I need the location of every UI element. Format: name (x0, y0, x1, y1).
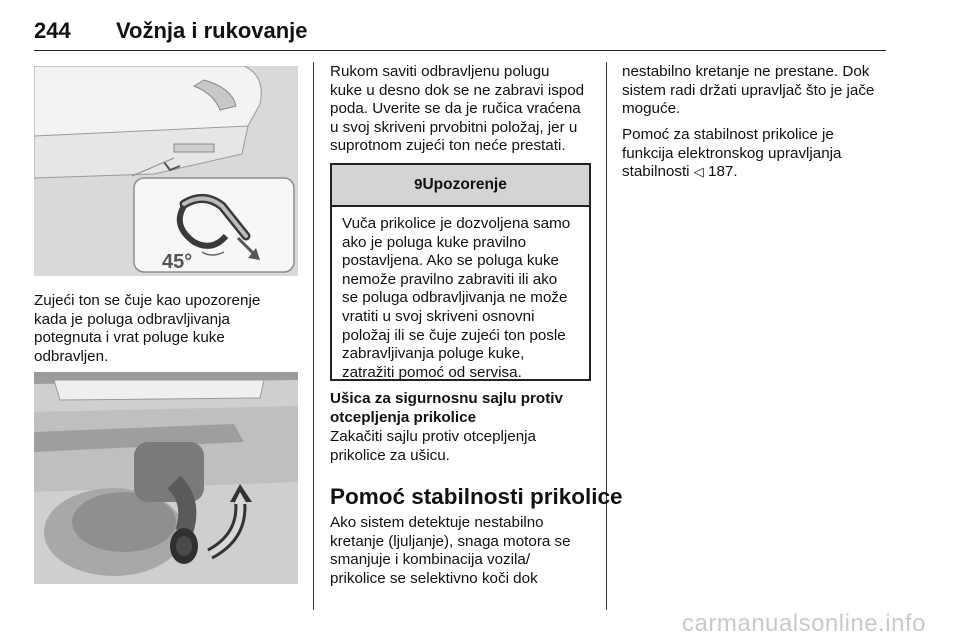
warning-text: Vuča prikolice je dozvoljena samo ako je poluga kuke pravilno postavljena. Ako se poluga kuke nemože pravilno zabraviti ili ako se poluga odbravljivanja ne može vratiti u svoj skriveni osnovni položaj ili se čuje zujeći ton posle zabravljivanja poluge kuke, zatražiti pomoć od servisa. (342, 215, 571, 381)
warning-header (332, 165, 589, 207)
angle-label: 45° (162, 251, 193, 273)
page-title: Vožnja i rukovanje (116, 18, 308, 43)
paragraph-buzzer-warning: Zujeći ton se čuje kao upozorenje kada je poluga odbravljivanja potegnuta i vrat poluge kuke odbravljen. (34, 292, 261, 365)
column-divider-left (313, 62, 314, 610)
tow-hook-illustration (34, 66, 298, 276)
heading-trailer-stability-assist: Pomoć stabilnosti prikolice (330, 484, 623, 509)
warning-triangle-icon: 9 (414, 176, 423, 193)
column-divider-right (606, 62, 607, 610)
page-number: 244 (34, 18, 71, 43)
paragraph-stability-detect: Ako sistem detektuje nestabilno kretanje (ljuljanje), snaga motora se smanjuje i kombinacija vozila/ prikolice se selektivno koči dok (330, 514, 571, 587)
paragraph-stability-continue: nestabilno kretanje ne prestane. Dok sistem radi držati upravljač što je jače moguće. (622, 63, 875, 118)
watermark: carmanualsonline.info (682, 610, 926, 637)
figure-tow-hook-release (34, 66, 298, 276)
warning-box (330, 163, 591, 381)
tow-hook-swing-illustration (34, 372, 298, 584)
figure-tow-hook-swing (34, 372, 298, 584)
paragraph-bend-lever: Rukom saviti odbravljenu polugu kuke u desno dok se ne zabravi ispod poda. Uverite se da je ručica vraćena u svoj skriveni prvobitni položaj, jer u suprotnom zujeći ton neće prestati. (330, 63, 585, 155)
page-reference-arrow-icon: ◁ (693, 164, 704, 180)
paragraph-attach-cable: Zakačiti sajlu protiv otcepljenja prikolice za ušicu. (330, 428, 536, 464)
paragraph-stability-function: Pomoć za stabilnost prikolice je funkcija elektronskog upravljanja stabilnosti ◁ 187. (622, 126, 842, 181)
warning-heading: Upozorenje (422, 176, 507, 193)
page-header (34, 10, 886, 51)
page-reference-link[interactable]: 187. (708, 163, 738, 181)
subheading-safety-cable-eyelet: Ušica za sigurnosnu sajlu protiv otcepljenja prikolice (330, 390, 563, 426)
